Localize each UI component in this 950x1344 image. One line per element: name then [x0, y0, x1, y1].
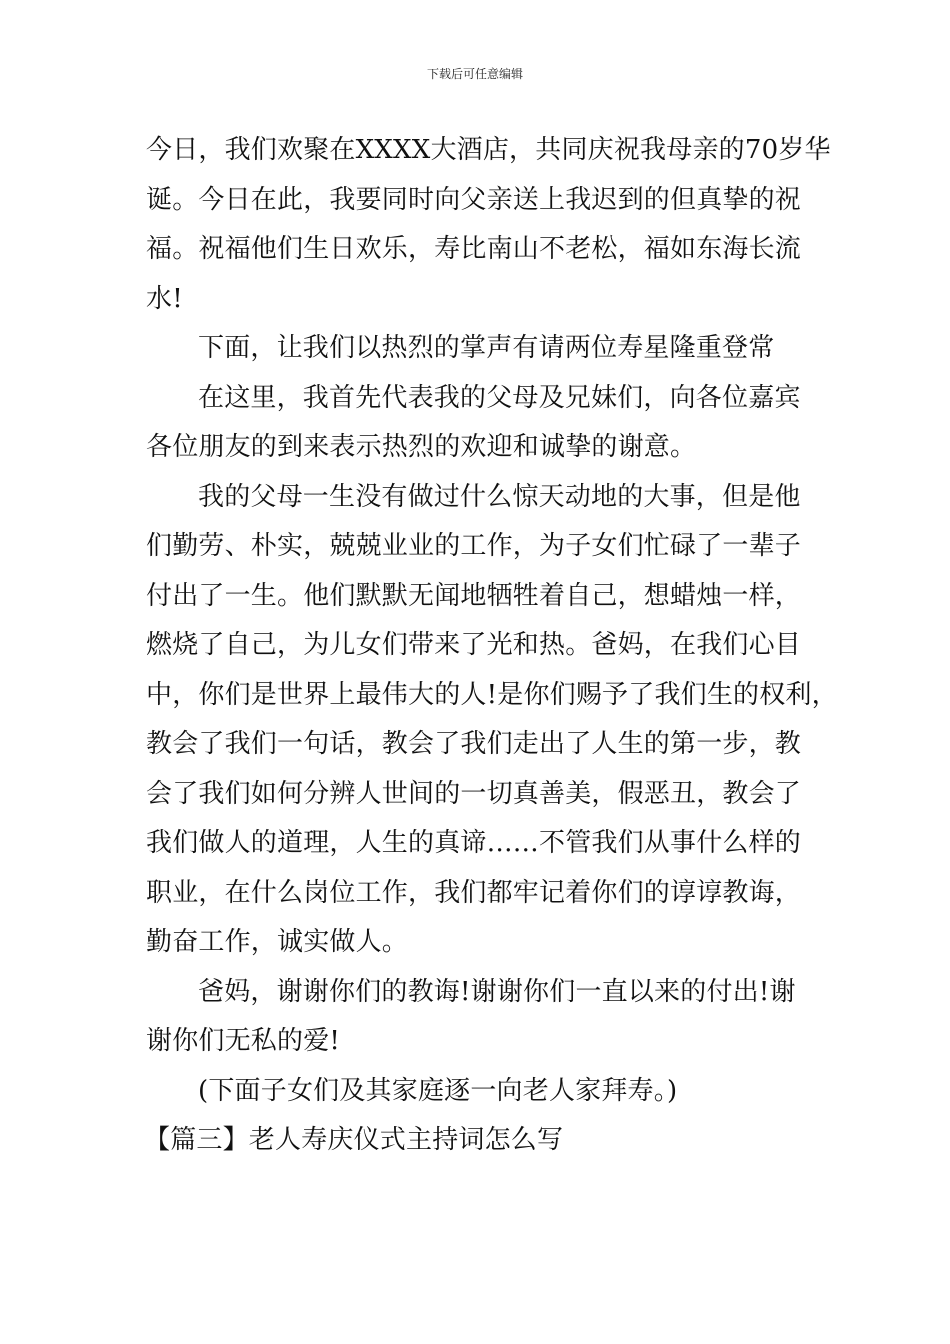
text-line: 我的父母一生没有做过什么惊天动地的大事，但是他 — [198, 481, 801, 512]
text-line: 们勤劳、朴实，兢兢业业的工作，为子女们忙碌了一辈子 — [146, 531, 802, 561]
text-line: 诞。今日在此，我要同时向父亲送上我迟到的但真挚的祝 — [146, 184, 802, 215]
text-line: 燃烧了自己，为儿女们带来了光和热。爸妈，在我们心目 — [146, 630, 802, 660]
text-line: 勤奋工作，诚实做人。 — [146, 927, 409, 957]
text-line: 职业，在什么岗位工作，我们都牢记着你们的谆谆教诲， — [146, 877, 802, 908]
document-body — [144, 126, 838, 1166]
section-heading: 【篇三】老人寿庆仪式主持词怎么写 — [144, 1125, 564, 1155]
text-line: 今日，我们欢聚在XXXX大酒店，共同庆祝我母亲的70岁华 — [146, 135, 831, 165]
text-line: 中，你们是世界上最伟大的人!是你们赐予了我们生的权利， — [146, 679, 838, 710]
text-line: 福。祝福他们生日欢乐，寿比南山不老松，福如东海长流 — [146, 234, 802, 264]
text-line: (下面子女们及其家庭逐一向老人家拜寿。) — [198, 1075, 678, 1106]
page-header-note: 下载后可任意编辑 — [426, 67, 523, 81]
text-line: 教会了我们一句话，教会了我们走出了人生的第一步，教 — [146, 729, 802, 759]
text-line: 水! — [146, 283, 183, 314]
text-line: 付出了一生。他们默默无闻地牺牲着自己，想蜡烛一样， — [146, 580, 802, 611]
text-line: 会了我们如何分辨人世间的一切真善美，假恶丑，教会了 — [146, 778, 802, 809]
text-line: 下面，让我们以热烈的掌声有请两位寿星隆重登常 — [198, 333, 775, 363]
text-line: 爸妈，谢谢你们的教诲!谢谢你们一直以来的付出!谢 — [198, 976, 796, 1007]
text-line: 各位朋友的到来表示热烈的欢迎和诚挚的谢意。 — [146, 432, 697, 462]
text-line: 我们做人的道理，人生的真谛……不管我们从事什么样的 — [146, 828, 802, 858]
text-line: 在这里，我首先代表我的父母及兄妹们，向各位嘉宾 — [198, 382, 801, 413]
text-line: 谢你们无私的爱! — [146, 1026, 341, 1056]
